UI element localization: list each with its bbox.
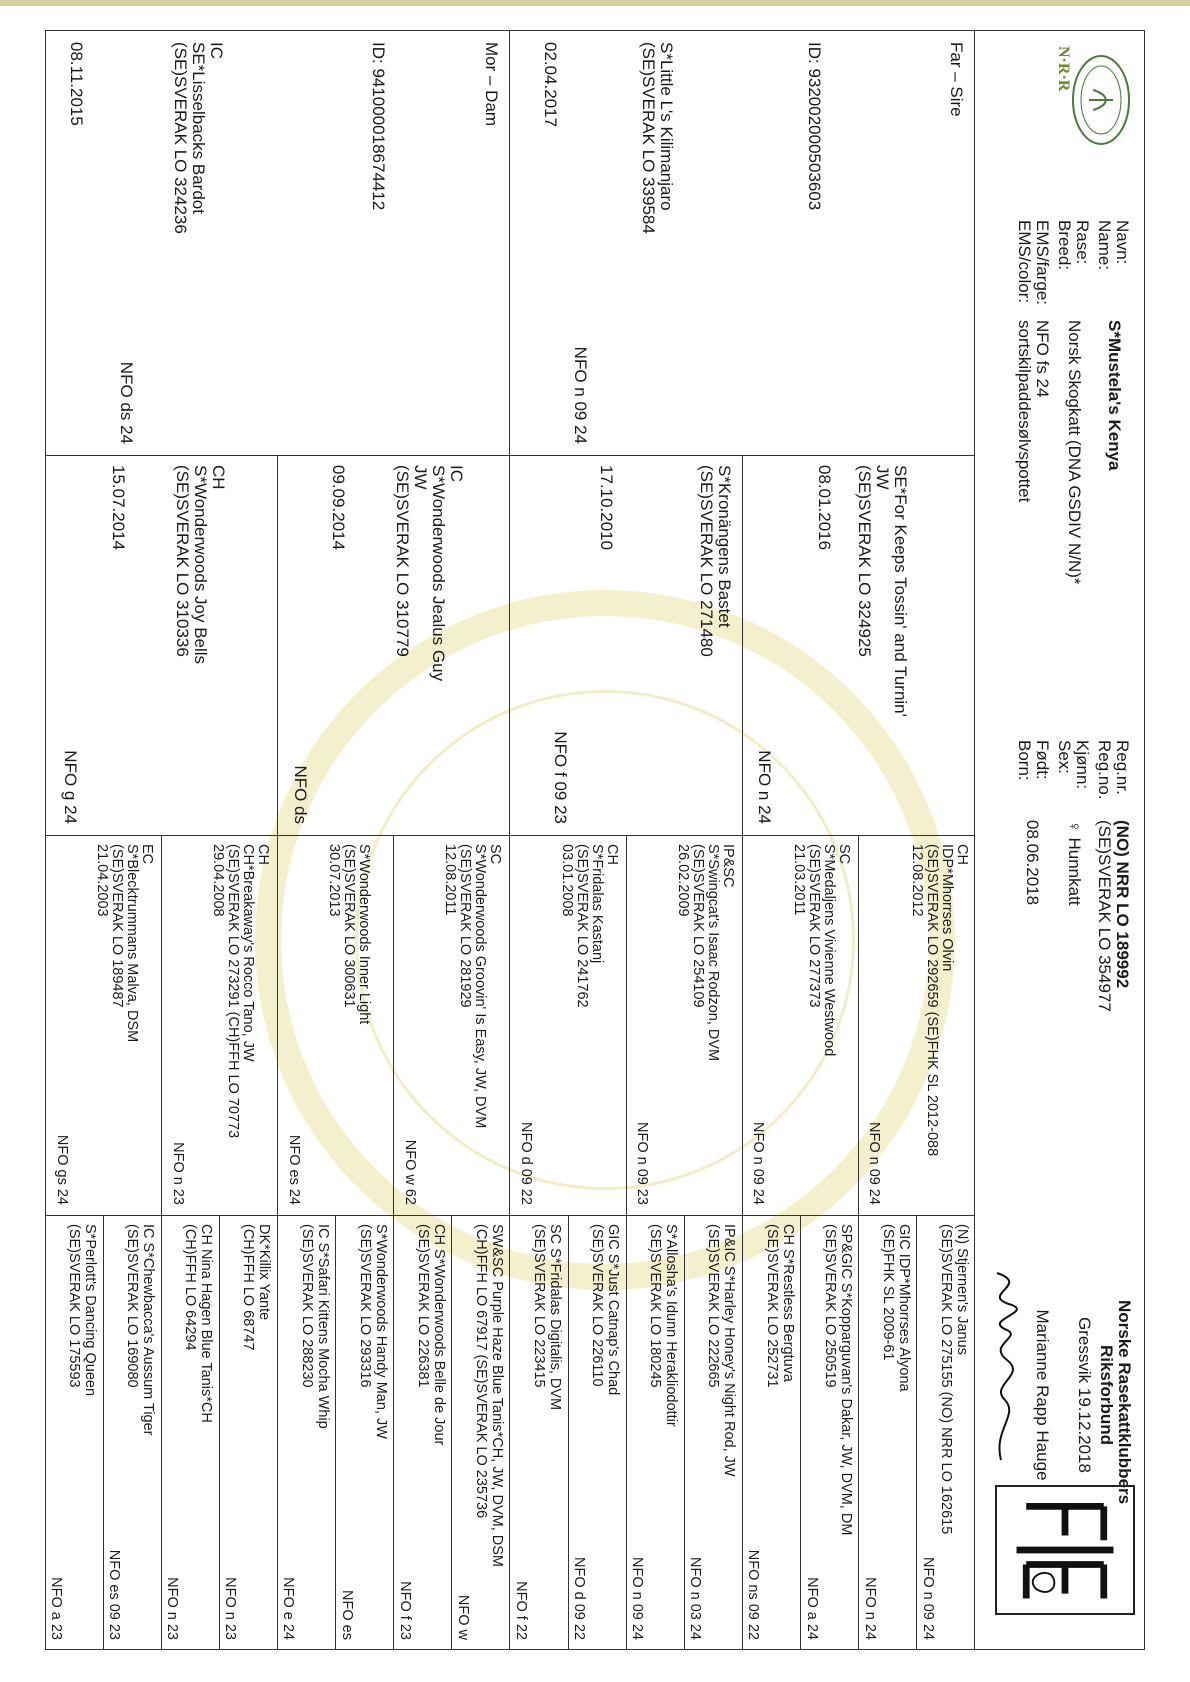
label-ems-color: EMS/color: [1015, 220, 1034, 304]
g2-ems: NFO g 24 [61, 750, 80, 824]
label-breed: Breed: [1055, 220, 1074, 271]
label-rase: Rase: [1073, 220, 1092, 265]
g2-date: 15.07.2014 [109, 465, 128, 551]
row-divider-s5 [684, 1215, 685, 1650]
g3-title: EC [139, 844, 155, 865]
color-value: sortskilpaddesølvspottet [1015, 320, 1034, 503]
g3-reg: (SE)SVERAK LO 281929 [457, 844, 473, 1008]
g4-reg: (SE)SVERAK LO 175593 [66, 1224, 83, 1388]
g3-reg: (SE)SVERAK LO 300631 [341, 844, 357, 1008]
g4-ems: NFO e 24 [280, 1577, 297, 1640]
g4-ems: NFO a 24 [803, 1577, 820, 1640]
reg-primary: (NO) NRR LO 189992 [1113, 820, 1132, 989]
g4-reg: (CH)FFH LO 67917 (SE)SVERAK LO 235736 [473, 1224, 489, 1519]
g3-date: 21.04.2003 [94, 844, 110, 917]
g2-reg: (SE)SVERAK LO 310779 [393, 465, 412, 657]
label-name: Name: [1095, 220, 1114, 271]
row-divider-s15 [103, 1215, 104, 1650]
g3-date: 26.02.2009 [675, 844, 691, 917]
sire-id: ID: 932002000503603 [805, 42, 824, 211]
g2-date: 17.10.2010 [597, 465, 616, 551]
row-divider-s3 [800, 1215, 801, 1650]
g4-ems: NFO n 23 [164, 1577, 181, 1640]
row-divider-half [509, 30, 510, 1650]
g2-name: S*Kronängens Bastet [715, 465, 734, 628]
dam-reg: (SE)SVERAK LO 324236 [171, 42, 190, 234]
g3-ems: NFO w 62 [402, 1139, 418, 1205]
g3-date: 21.03.2011 [791, 844, 807, 916]
g4-ems: NFO w [454, 1594, 471, 1640]
g3-date: 30.07.2013 [326, 844, 342, 917]
g4-name: IC S*Safari Kittens Mocha Whip [314, 1224, 331, 1429]
label-regnr: Reg.nr. [1113, 740, 1132, 795]
g3-date: 12.08.2012 [909, 844, 925, 917]
g4-reg: (SE)FHK SL 2009-61 [879, 1224, 896, 1361]
g4-name: SP&GIC S*Kopparguvan's Dakar, JW, DVM, DM [837, 1224, 854, 1536]
g3-reg: (SE)SVERAK LO 277373 [806, 844, 822, 1008]
g4-reg: (SE)SVERAK LO 293316 [356, 1224, 373, 1388]
g4-ems: NFO es 09 23 [106, 1549, 123, 1640]
g4-ems: NFO ns 09 22 [745, 1549, 762, 1640]
g3-name: S*Medaljens Vivienne Westwood [821, 844, 837, 1057]
place-date: Gressvik 19.12.2018 [1075, 1317, 1094, 1473]
row-divider-s11 [335, 1215, 336, 1650]
g3-name: S*Blecktrummans Malva, DSM [124, 844, 140, 1043]
g3-date: 03.01.2008 [559, 844, 575, 917]
g2-name: S*Wonderwoods Joy Bells [191, 465, 210, 665]
org-name-line2: Riksforbund [1097, 1344, 1116, 1446]
pedigree-document [45, 30, 1145, 1650]
g2-ems: NFO ds [291, 765, 310, 824]
nrr-logo [1055, 40, 1135, 150]
g3-name: S*Wonderwoods Inner Light [356, 844, 372, 1025]
g4-reg: (SE)SVERAK LO 252731 [763, 1224, 780, 1388]
g4-ems: NFO n 24 [861, 1577, 878, 1640]
row-divider-e5 [393, 835, 394, 1650]
row-divider-q3 [277, 455, 278, 1650]
dam-label: Mor – Dam [482, 42, 501, 127]
g2-title2: JW [411, 465, 430, 490]
g4-ems: NFO es [338, 1590, 355, 1640]
dam-date: 08.11.2015 [67, 42, 86, 126]
label-fodt: Født: [1033, 740, 1052, 780]
col-divider-3 [45, 1215, 975, 1216]
g2-name: SE*For Keeps Tossin' and Turnin' [891, 465, 910, 717]
g3-name: CH*Breakaway's Rocco Tano, JW [240, 844, 256, 1062]
g3-name: S*Fridalas Kastanj [589, 844, 605, 964]
g2-name: S*Wonderwoods Jealus Guy [429, 465, 448, 682]
g3-name: S*Swingcat's Isaac Rodzon, DVM [705, 844, 721, 1062]
label-ems-farge: EMS/farge: [1033, 220, 1052, 306]
g3-reg: (SE)SVERAK LO 189487 [109, 844, 125, 1008]
g3-reg: (SE)SVERAK LO 241762 [574, 844, 590, 1008]
g2-title2: JW [873, 465, 892, 490]
g4-name: S*Perlott's Dancing Queen [82, 1224, 99, 1397]
g3-reg: (SE)SVERAK LO 273291 (CH)FFH LO 70773 [225, 844, 241, 1139]
row-divider-s7 [568, 1215, 569, 1650]
org-name-line1: Norske Rasekattklubbers [1115, 1300, 1134, 1505]
g3-ems: NFO n 09 23 [634, 1121, 650, 1205]
ems-value: NFO fs 24 [1033, 320, 1052, 398]
row-divider-s9 [451, 1215, 452, 1650]
g4-reg: (CH)FFH LO 68747 [240, 1224, 257, 1351]
label-born: Born: [1015, 740, 1034, 781]
row-divider-e1 [858, 835, 859, 1650]
signature [967, 1265, 1037, 1465]
cat-name: S*Mustela's Kenya [1105, 320, 1124, 471]
g3-ems: NFO gs 24 [54, 1134, 70, 1205]
signer-name: Marianne Rapp Hauge [1033, 1309, 1052, 1481]
g2-ems: NFO f 09 23 [551, 731, 570, 824]
row-divider-s1 [916, 1215, 917, 1650]
dam-name: SE*Lisselbacks Bardot [189, 42, 208, 214]
label-navn: Navn: [1113, 220, 1132, 265]
g4-ems: NFO n 23 [222, 1577, 239, 1640]
g4-name: (N) Stjernen's Janus [954, 1224, 970, 1355]
g3-title: CH [255, 844, 271, 865]
g4-reg: (SE)SVERAK LO 223415 [531, 1224, 548, 1388]
g4-reg: (SE)SVERAK LO 250519 [821, 1224, 838, 1388]
g4-name: IC S*Chewbacca's Aussum Tiger [140, 1224, 157, 1436]
g3-date: 29.04.2008 [210, 844, 226, 917]
g4-name: CH Nina Hagen Blue Tanis*CH [198, 1224, 215, 1423]
g4-reg: (SE)SVERAK LO 169080 [124, 1224, 141, 1388]
g4-name: DK*Killix Yante [256, 1224, 273, 1321]
g3-name: S*Wonderwoods Groovin' Is Easy, JW, DVM [472, 844, 488, 1129]
g2-ems: NFO n 24 [755, 750, 774, 824]
g2-title: IC [447, 465, 466, 482]
g2-reg: (SE)SVERAK LO 310336 [173, 465, 192, 657]
g3-title: SC [836, 844, 852, 865]
g4-name: GIC IDP*Mhorrses Alyona [895, 1224, 912, 1392]
g4-reg: (SE)SVERAK LO 180245 [647, 1224, 664, 1388]
g4-reg: (CH)FFH LO 64294 [182, 1224, 199, 1351]
g4-reg: (SE)SVERAK LO 275155 (NO) NRR LO 162615 [938, 1224, 954, 1535]
header-divider [974, 30, 975, 1650]
g4-reg: (SE)SVERAK LO 226110 [589, 1224, 606, 1387]
sire-reg: (SE)SVERAK LO 339584 [639, 42, 658, 234]
g4-reg: (SE)SVERAK LO 222665 [705, 1224, 722, 1388]
g4-ems: NFO f 23 [396, 1581, 413, 1640]
row-divider-e7 [161, 835, 162, 1650]
reg-secondary: (SE)SVERAK LO 354977 [1095, 820, 1114, 1012]
g3-ems: NFO n 09 24 [866, 1121, 882, 1205]
g3-title: CH [604, 844, 620, 865]
g3-name: IDP*Mhorrses Olvin [939, 844, 955, 972]
row-divider-e3 [626, 835, 627, 1650]
g4-reg: (SE)SVERAK LO 226381 [414, 1224, 431, 1388]
g4-name: CH S*Restless Bergtuva [779, 1224, 796, 1382]
g4-name: CH S*Wonderwoods Belle de Jour [430, 1224, 447, 1446]
g4-name: S*Allosha's Idunn Herakliodottir [663, 1224, 680, 1427]
label-regno: Reg.no. [1095, 740, 1114, 800]
g4-ems: NFO n 09 24 [919, 1556, 936, 1640]
row-divider-s13 [219, 1215, 220, 1650]
g2-date: 08.01.2016 [815, 465, 834, 551]
col-divider-2 [45, 835, 975, 836]
g4-ems: NFO d 09 22 [571, 1556, 588, 1640]
born-value: 08.06.2018 [1023, 820, 1042, 906]
g4-ems: NFO n 09 24 [629, 1556, 646, 1640]
row-divider-q1 [742, 455, 743, 1650]
dam-ems: NFO ds 24 [117, 361, 136, 444]
g3-reg: (SE)SVERAK LO 254109 [690, 844, 706, 1008]
fife-logo [995, 1485, 1135, 1615]
sire-date: 02.04.2017 [541, 42, 560, 128]
dam-id: ID: 941000018674412 [369, 42, 388, 211]
g4-ems: NFO a 23 [48, 1577, 64, 1640]
g4-name: S*Wonderwoods Handy Man, JW [372, 1224, 389, 1439]
svg-text:N·R·R: N·R·R [1055, 46, 1072, 92]
g4-ems: NFO n 03 24 [687, 1556, 704, 1640]
sire-ems: NFO n 09 24 [571, 346, 590, 444]
sire-name: S*Little L's Kilimanjaro [657, 42, 676, 211]
g3-title: SC [487, 844, 503, 865]
g4-reg: (SE)SVERAK LO 288230 [298, 1224, 315, 1388]
g4-name: IP&IC S*Harley Honey's Night Rod, JW [721, 1224, 738, 1477]
g2-reg: (SE)SVERAK LO 324925 [855, 465, 874, 657]
g4-name: GIC S*Just Catnap's Chad [605, 1224, 622, 1396]
breed-value: Norsk Skogkatt (DNA GSDIV N/N)* [1065, 320, 1084, 585]
g3-reg: (SE)SVERAK LO 292659 (SE)FHK SL 2012-088 [924, 844, 940, 1157]
sire-label: Far – Sire [947, 42, 966, 117]
g3-ems: NFO n 09 24 [750, 1121, 766, 1205]
g4-name: SW&SC Purple Haze Blue Tanis*CH, JW, DVM, DSM [489, 1224, 505, 1567]
top-border-strip [0, 0, 1190, 6]
label-kjonn: Kjønn: [1073, 740, 1092, 790]
g4-ems: NFO f 22 [513, 1581, 529, 1640]
g3-ems: NFO n 23 [170, 1142, 186, 1205]
col-divider-1 [45, 455, 975, 456]
sex-value: ♀ Hunnkatt [1065, 820, 1084, 906]
g3-date: 12.08.2011 [442, 844, 458, 916]
g3-title: IP&SC [720, 844, 736, 888]
g2-reg: (SE)SVERAK LO 271480 [697, 465, 716, 657]
g3-title: CH [954, 844, 970, 865]
g3-ems: NFO d 09 22 [518, 1121, 534, 1205]
g3-ems: NFO es 24 [286, 1134, 302, 1205]
g4-name: SC S*Fridalas Digitalis, DVM [547, 1224, 564, 1411]
g2-title: CH [209, 465, 228, 490]
label-sex: Sex: [1055, 740, 1074, 775]
g2-date: 09.09.2014 [329, 465, 348, 551]
dam-title: IC [207, 42, 226, 59]
